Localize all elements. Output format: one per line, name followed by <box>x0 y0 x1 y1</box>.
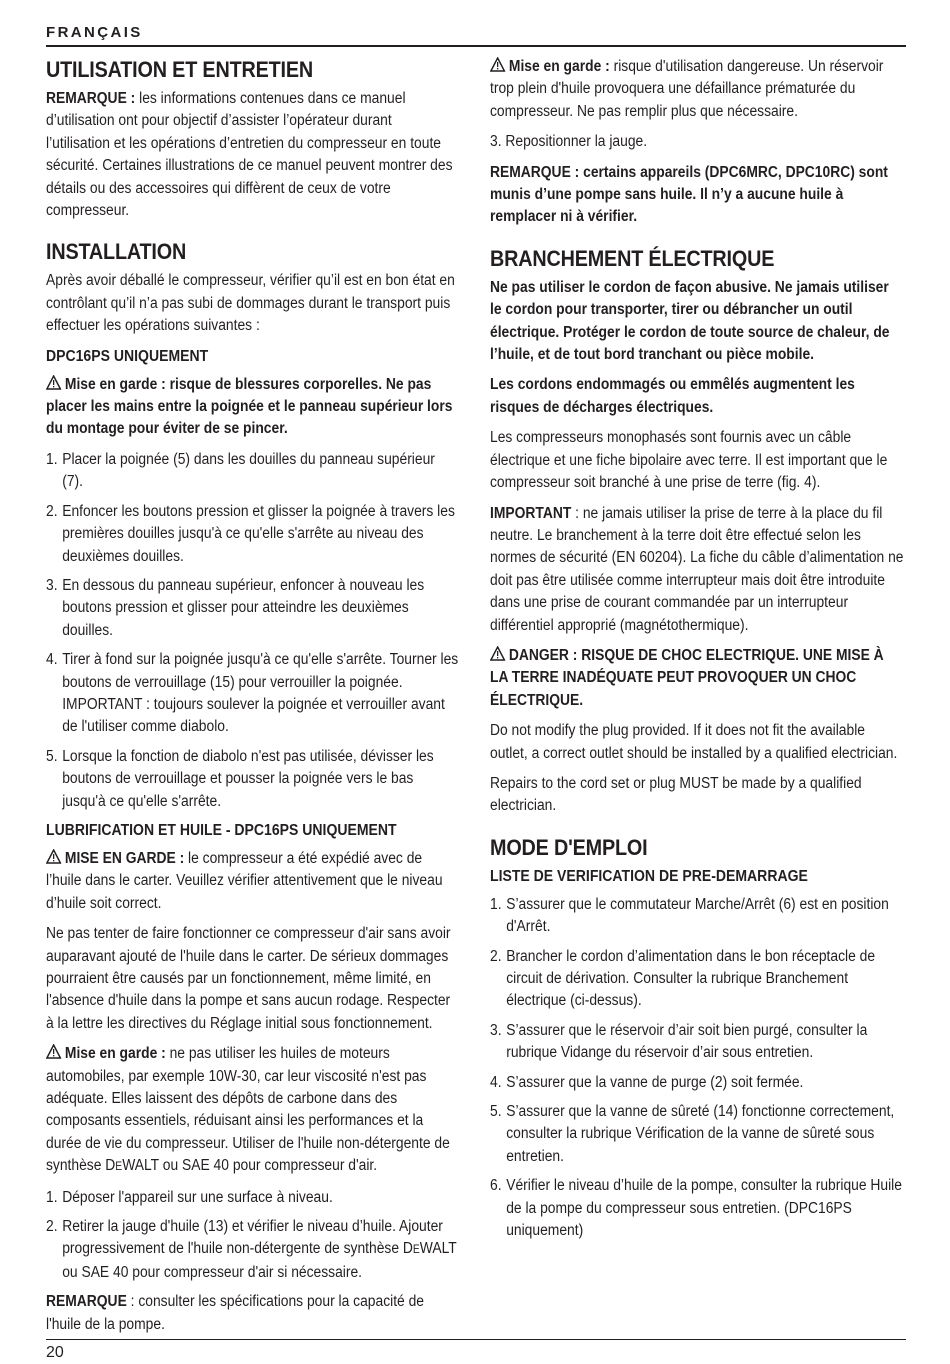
warning-label: MISE EN GARDE : <box>64 849 185 867</box>
checklist <box>490 894 904 1243</box>
list-item: 2. Retirer la jauge d'huile (13) et vérifier le niveau d’huile. Ajouter progressivement de l'huile non-détergente de synthèse DEWALT ou SAE 40 pour compresseur d'air si nécessaire. <box>46 1218 457 1281</box>
warning-triangle-icon <box>490 57 505 72</box>
warning-label: Mise en garde : <box>64 1045 166 1063</box>
list-item: 2. Brancher le cordon d’alimentation dans le bon réceptacle de circuit de dérivation. Consulter la rubrique Branchement électrique (ci-dessus). <box>490 947 876 1010</box>
installation-steps <box>46 449 458 813</box>
list-item: 3. S’assurer que le réservoir d’air soit bien purgé, consulter la rubrique Vidange du réservoir d’air sous entretien. <box>490 1021 868 1062</box>
subheading-lubrification: LUBRIFICATION ET HUILE - DPC16PS UNIQUEMENT <box>46 821 397 839</box>
subheading-checklist: LISTE DE VERIFICATION DE PRE-DEMARRAGE <box>490 867 808 885</box>
section-title-utilisation: UTILISATION ET ENTRETIEN <box>46 57 314 82</box>
note-bold: REMARQUE : certains appareils (DPC6MRC, DPC10RC) sont munis d’une pompe sans huile. Il n’y a aucune huile à remplacer ni à vérifier. <box>490 163 888 226</box>
warning-paragraph <box>46 374 458 441</box>
list-item: 5. Lorsque la fonction de diabolo n'est pas utilisée, dévisser les boutons de verrouillage et pousser la poignée vers le bas jusqu'à ce qu'elle s'arrête. <box>46 747 434 810</box>
page-footer <box>46 1339 906 1362</box>
subheading-dpc16ps: DPC16PS UNIQUEMENT <box>46 347 209 365</box>
page-number: 20 <box>46 1344 64 1361</box>
important-paragraph: IMPORTANT : ne jamais utiliser la prise de terre à la place du fil neutre. Le branchement à la terre doit être effectué selon les normes de sécurité (EN 60204). La fiche du câble d’alimentation ne doit pas être utilisée comme interrupteur mais doit être introduite dans une prise de courant commandée par un interrupteur différentiel approprié (magnétothermique). <box>490 504 904 634</box>
english-paragraph: Repairs to the cord set or plug MUST be made by a qualified electrician. <box>490 774 862 815</box>
section-title-mode-emploi: MODE D'EMPLOI <box>490 834 648 860</box>
step-3: 3. Repositionner la jauge. <box>490 133 648 151</box>
warning-triangle-icon <box>46 849 61 864</box>
list-item: 1. Déposer l'appareil sur une surface à niveau. <box>46 1188 333 1206</box>
language-label: FRANÇAIS <box>46 24 143 41</box>
warning-triangle-icon <box>46 375 61 390</box>
warning-paragraph: Mise en garde : ne pas utiliser les huiles de moteurs automobiles, par exemple 10W-30, car leur viscosité n'est pas adéquate. Elles laissent des dépôts de carbone dans des composants essentiels, réduisant ainsi les performances et la durée de vie du compresseur. Utiliser de l'huile non-détergente de synthèse DEWALT ou SAE 40 pour compresseur d'air. <box>46 1045 450 1175</box>
section-title-installation: INSTALLATION <box>46 239 187 265</box>
note-label: REMARQUE : <box>46 90 136 107</box>
page-header <box>46 24 906 47</box>
body-paragraph: Les compresseurs monophasés sont fournis avec un câble électrique et une fiche bipolaire avec terre. Il est important que le compresseur soit branché à une prise de terre (fig. 4). <box>490 429 888 492</box>
list-item: 1. S’assurer que le commutateur Marche/Arrêt (6) est en position d'Arrêt. <box>490 895 889 936</box>
left-column <box>46 56 458 1344</box>
cord-warning: Ne pas utiliser le cordon de façon abusive. Ne jamais utiliser le cordon pour transporter, tirer ou débrancher un outil électrique. Protéger le cordon de toute source de chaleur, de l’huile, et de tout bord tranchant ou pièce mobile. <box>490 278 890 364</box>
warning-label: Mise en garde : <box>508 58 610 75</box>
list-item: 4. Tirer à fond sur la poignée jusqu'à ce qu'elle s'arrête. Tourner les boutons de verrouillage (15) pour verrouiller la poignée. IMPORTANT : toujours soulever la poignée et verrouiller avant de l'utiliser comme diabolo. <box>46 651 459 736</box>
installation-intro: Après avoir déballé le compresseur, vérifier qu’il est en bon état en contrôlant qu’il n’a pas subi de dommages durant le transport puis effectuer les opérations suivantes : <box>46 272 455 335</box>
note-paragraph <box>46 88 458 222</box>
english-paragraph: Do not modify the plug provided. If it does not fit the available outlet, a correct outlet should be installed by a qualified electrician. <box>490 722 898 762</box>
oil-steps <box>46 1187 458 1285</box>
note-label: REMARQUE <box>46 1293 127 1311</box>
note-text: les informations contenues dans ce manuel d’utilisation ont pour objectif d’assister l’opérateur durant l’utilisation et les opérations d’entretien du compresseur en toute sécurité. Certaines illustrations de ce manuel peuvent montrer des détails ou des accessoires qui diffèrent de ceux de votre compresseur. <box>46 90 453 220</box>
important-label: IMPORTANT <box>490 504 572 522</box>
warning-text: le compresseur a été expédié avec de l’huile dans le carter. Veuillez vérifier attentivement que le niveau d’huile soit correct. <box>46 849 443 912</box>
body-paragraph: Ne pas tenter de faire fonctionner ce compresseur d'air sans avoir auparavant ajouté de l'huile dans le carter. De sérieux dommages pourraient être causés par un fonctionnement, même limité, en l'absence d'huile dans la pompe et sans aucun rodage. Respecter à la lettre les directives du Réglage initial sous fonctionnement. <box>46 925 451 1032</box>
list-item: 4. S’assurer que la vanne de purge (2) soit fermée. <box>490 1073 804 1091</box>
warning-paragraph: Mise en garde : risque d'utilisation dangereuse. Un réservoir trop plein d'huile provoquera une défaillance prématurée du compresseur. Ne pas remplir plus que nécessaire. <box>490 58 884 120</box>
list-item: 6. Vérifier le niveau d’huile de la pompe, consulter la rubrique Huile de la pompe du compresseur sous entretien. (DPC16PS uniquement) <box>490 1177 902 1240</box>
list-item: 3. En dessous du panneau supérieur, enfoncer à nouveau les boutons pression et glisser pour atteindre les deuxièmes douilles. <box>46 576 425 639</box>
section-title-branchement: BRANCHEMENT ÉLECTRIQUE <box>490 245 775 271</box>
list-item: 2. Enfoncer les boutons pression et glisser la poignée à travers les premières douilles jusqu'à ce qu'elle s'arrête au niveau des deuxièmes douilles. <box>46 502 455 565</box>
cord-warning-2: Les cordons endommagés ou emmêlés augmentent les risques de décharges électriques. <box>490 376 855 416</box>
warning-triangle-icon <box>46 1044 61 1059</box>
list-item: 1. Placer la poignée (5) dans les douilles du panneau supérieur (7). <box>46 450 435 491</box>
warning-triangle-icon <box>490 646 505 661</box>
danger-paragraph <box>490 645 904 712</box>
warning-paragraph <box>46 848 458 915</box>
warning-text: Mise en garde : risque de blessures corporelles. Ne pas placer les mains entre la poignée et le panneau supérieur lors du montage pour éviter de se pincer. <box>46 375 453 438</box>
list-item: 5. S’assurer que la vanne de sûreté (14) fonctionne correctement, consulter la rubrique Vérification de la vanne de sûreté sous entretien. <box>490 1103 895 1165</box>
note-paragraph: REMARQUE : consulter les spécifications pour la capacité de l'huile de la pompe. <box>46 1293 425 1333</box>
right-column <box>490 56 904 1249</box>
danger-text: DANGER : RISQUE DE CHOC ELECTRIQUE. UNE MISE À LA TERRE INADÉQUATE PEUT PROVOQUER UN CHOC ÉLECTRIQUE. <box>490 646 884 709</box>
